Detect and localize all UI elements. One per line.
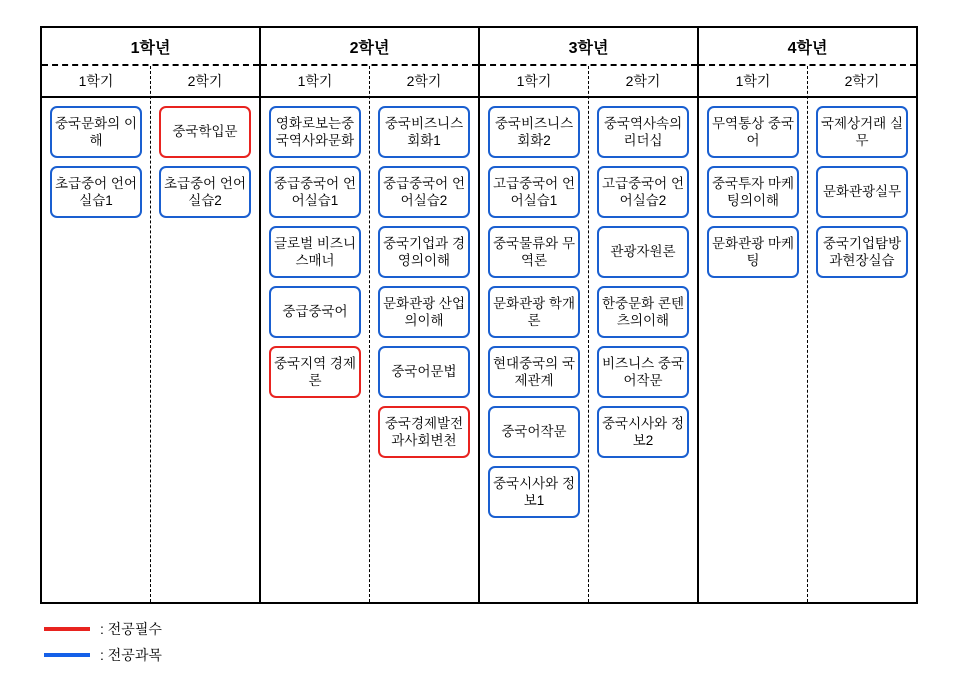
course-box: 중국역사속의 리더십: [597, 106, 689, 158]
semester-header: 2학기: [151, 66, 259, 98]
year-header: 1학년: [42, 28, 259, 66]
year-column: [261, 28, 480, 602]
year-header: 4학년: [699, 28, 916, 66]
course-box: 중급중국어 언어실습1: [269, 166, 361, 218]
course-box: 초급중어 언어실습2: [159, 166, 251, 218]
course-box: 문화관광 산업의이해: [378, 286, 470, 338]
course-box: 중급중국어 언어실습2: [378, 166, 470, 218]
course-box: 글로벌 비즈니스매너: [269, 226, 361, 278]
course-list: [261, 98, 369, 602]
course-list: [808, 98, 916, 602]
course-box: 문화관광 마케팅: [707, 226, 799, 278]
course-box: 고급중국어 언어실습2: [597, 166, 689, 218]
semester-column: [699, 66, 808, 602]
semester-row: [480, 66, 697, 602]
semester-header: 1학기: [699, 66, 807, 98]
year-column: [480, 28, 699, 602]
course-list: [589, 98, 697, 602]
year-column: [42, 28, 261, 602]
course-box: 무역통상 중국어: [707, 106, 799, 158]
semester-header: 1학기: [480, 66, 588, 98]
course-box: 중국비즈니스 회화2: [488, 106, 580, 158]
semester-header: 1학기: [261, 66, 369, 98]
course-box: 현대중국의 국제관계: [488, 346, 580, 398]
course-box: 중국비즈니스 회화1: [378, 106, 470, 158]
semester-row: [261, 66, 478, 602]
semester-column: [808, 66, 916, 602]
semester-column: [589, 66, 697, 602]
course-box: 중국지역 경제론: [269, 346, 361, 398]
semester-column: [480, 66, 589, 602]
course-box: 중국투자 마케팅의이해: [707, 166, 799, 218]
course-box: 중국기업과 경영의이해: [378, 226, 470, 278]
year-header: 3학년: [480, 28, 697, 66]
semester-header: 2학기: [589, 66, 697, 98]
year-header: 2학년: [261, 28, 478, 66]
semester-column: [370, 66, 478, 602]
course-list: [699, 98, 807, 602]
course-box: 영화로보는중국역사와문화: [269, 106, 361, 158]
legend-item-required: [44, 616, 384, 642]
legend-label-required: : 전공필수: [100, 621, 162, 637]
course-box: 중국어문법: [378, 346, 470, 398]
course-list: [151, 98, 259, 602]
course-box: 국제상거래 실무: [816, 106, 908, 158]
blue-line-icon: [44, 653, 90, 657]
course-box: 중국어작문: [488, 406, 580, 458]
course-box: 중국경제발전과사회변천: [378, 406, 470, 458]
semester-column: [151, 66, 259, 602]
semester-column: [261, 66, 370, 602]
course-box: 중국학입문: [159, 106, 251, 158]
semester-header: 2학기: [808, 66, 916, 98]
year-column: [699, 28, 916, 602]
course-box: 중국문화의 이해: [50, 106, 142, 158]
course-box: 중국기업탐방 과현장실습: [816, 226, 908, 278]
red-line-icon: [44, 627, 90, 631]
course-list: [370, 98, 478, 602]
course-box: 중국시사와 정보2: [597, 406, 689, 458]
course-box: 비즈니스 중국어작문: [597, 346, 689, 398]
course-list: [42, 98, 150, 602]
semester-header: 1학기: [42, 66, 150, 98]
course-box: 고급중국어 언어실습1: [488, 166, 580, 218]
course-box: 문화관광실무: [816, 166, 908, 218]
semester-row: [699, 66, 916, 602]
semester-column: [42, 66, 151, 602]
legend-label-major: : 전공과목: [100, 647, 162, 663]
semester-header: 2학기: [370, 66, 478, 98]
course-box: 중국물류와 무역론: [488, 226, 580, 278]
curriculum-table: [40, 26, 918, 604]
course-box: 중급중국어: [269, 286, 361, 338]
course-box: 중국시사와 정보1: [488, 466, 580, 518]
course-box: 관광자원론: [597, 226, 689, 278]
course-box: 문화관광 학개론: [488, 286, 580, 338]
legend: [44, 616, 384, 668]
legend-item-major: [44, 642, 384, 668]
course-box: 한중문화 콘텐츠의이해: [597, 286, 689, 338]
semester-row: [42, 66, 259, 602]
course-box: 초급중어 언어실습1: [50, 166, 142, 218]
course-list: [480, 98, 588, 602]
